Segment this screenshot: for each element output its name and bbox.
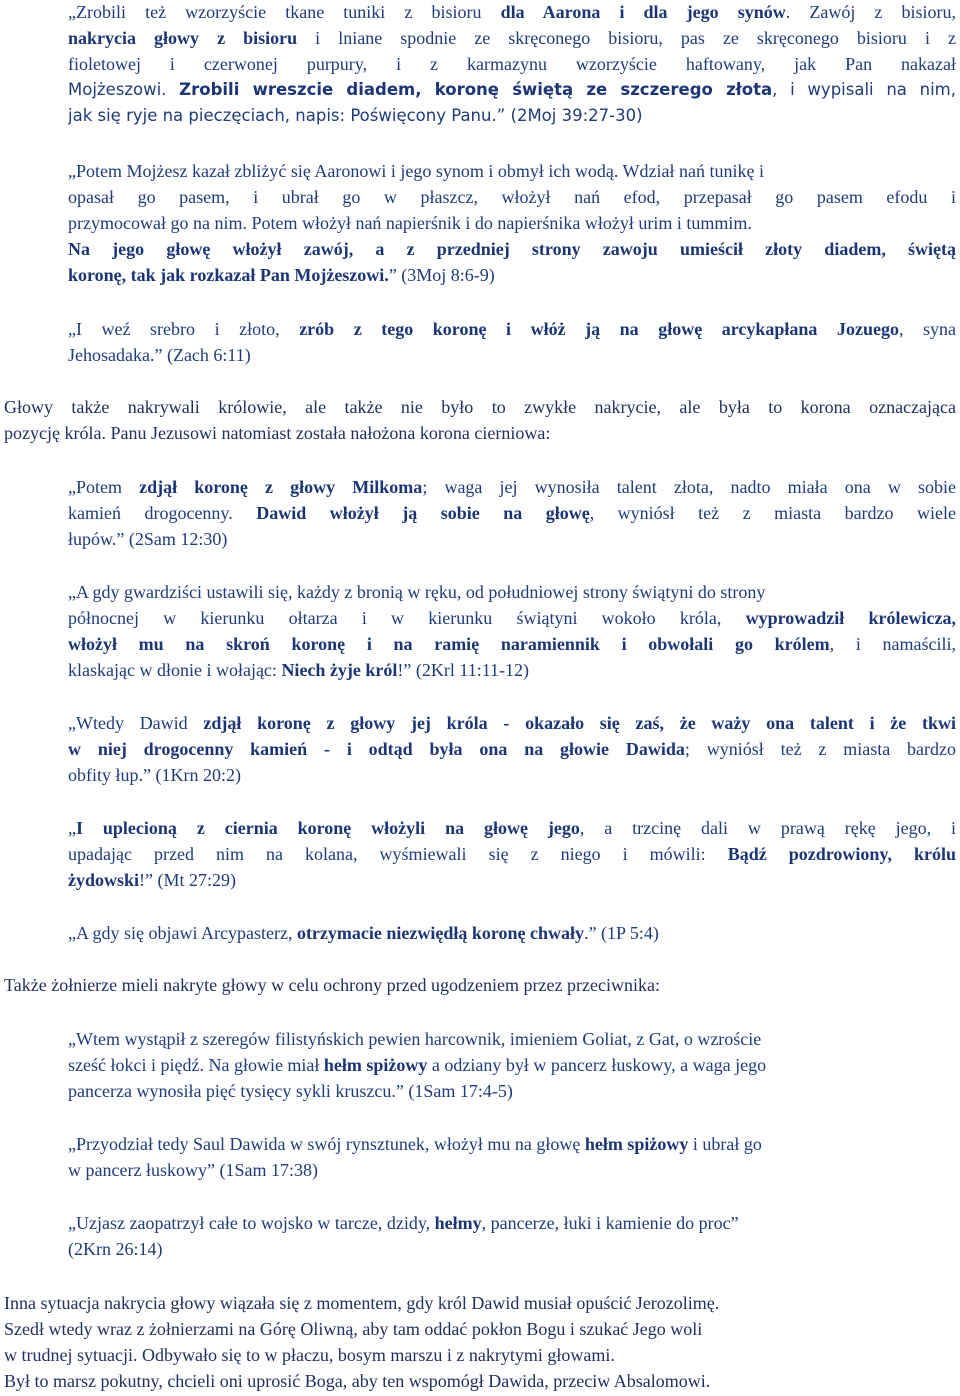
- text-run: „A gdy gwardziści ustawili się, każdy z bronią w ręku, od południowej strony świątyni do strony: [68, 582, 766, 602]
- bold-text: Dawid włożył ją sobie na głowę: [256, 503, 590, 523]
- text-run: opasał go pasem, i ubrał go w płaszcz, włożył nań efod, przepasał go pasem efodu i: [68, 187, 956, 207]
- text-line: [68, 528, 956, 550]
- text-run: !” (2Krl 11:11-12): [397, 660, 530, 680]
- text-run: , wyniósł też z miasta bardzo wiele: [589, 503, 956, 523]
- text-run: ; waga jej wynosiła talent złota, nadto miała ona w sobie: [422, 477, 956, 497]
- text-run: „Wtem wystąpił z szeregów filistyńskich pewien harcownik, imieniem Goliat, z Gat, o wzroście: [68, 1029, 762, 1049]
- text-run: , i namaścili,: [829, 634, 956, 654]
- text-line: [68, 212, 956, 234]
- text-line: [68, 712, 956, 734]
- text-line: [68, 581, 956, 603]
- text-run: „Potem: [68, 477, 140, 497]
- text-line: [68, 738, 956, 760]
- text-run: , a trzcinę dali w prawą rękę jego, i: [579, 818, 956, 838]
- text-run: i lniane spodnie ze skręconego bisioru, pas ze skręconego bisioru i z: [297, 28, 956, 48]
- text-line: [68, 607, 956, 629]
- text-run: i ubrał go: [688, 1134, 762, 1154]
- text-run: , i wypisali na nim,: [772, 80, 956, 99]
- bold-text: zdjął koronę z głowy jej króla - okazało się zaś, że waży ona talent i że tkwi: [203, 713, 956, 733]
- text-run: Szedł wtedy wraz z żołnierzami na Górę Oliwną, aby tam oddać pokłon Bogu i szukać Jego woli: [4, 1319, 703, 1339]
- bold-text: w niej drogocenny kamień - i odtąd była ona na głowie Dawida: [68, 739, 685, 759]
- text-run: Jehosadaka.” (Zach 6:11): [68, 345, 251, 365]
- text-line: [68, 160, 956, 182]
- bold-text: Na jego głowę włożył zawój, a z przedniej strony zawoju umieścił złoty diadem, świętą: [68, 239, 956, 259]
- text-line: [68, 1028, 956, 1050]
- text-run: Także żołnierze mieli nakryte głowy w celu ochrony przed ugodzeniem przez przeciwnika:: [4, 975, 660, 995]
- bold-text: włożył mu na skroń koronę i na ramię naramiennik i obwołali go królem: [68, 634, 830, 654]
- text-run: w pancerz łuskowy” (1Sam 17:38): [68, 1160, 318, 1180]
- text-line: [68, 1238, 956, 1260]
- text-line: [4, 1370, 956, 1392]
- text-line: [68, 1159, 956, 1181]
- bold-text: zrób z tego koronę i włóż ją na głowę arcykapłana Jozuego: [299, 319, 899, 339]
- bold-text: I uplecioną z ciernia koronę włożyli na głowę jego: [76, 818, 580, 838]
- text-line: [68, 318, 956, 340]
- text-run: łupów.” (2Sam 12:30): [68, 529, 228, 549]
- text-run: jak się ryje na pieczęciach, napis: Poświęcony Panu.” (2Moj 39:27-30): [68, 106, 643, 125]
- bold-text: hełmy: [434, 1213, 482, 1233]
- bold-text: Bądź pozdrowiony, królu: [727, 844, 956, 864]
- text-run: pozycję króla. Panu Jezusowi natomiast została nałożona korona cierniowa:: [4, 423, 551, 443]
- text-line: [68, 1054, 956, 1076]
- text-run: Mojżeszowi.: [68, 80, 180, 99]
- text-run: sześć łokci i piędź. Na głowie miał: [68, 1055, 324, 1075]
- text-run: kamień drogocenny.: [68, 503, 257, 523]
- bold-text: dla Aarona i dla jego synów: [500, 2, 786, 22]
- text-line: [68, 238, 956, 260]
- text-run: „Potem Mojżesz kazał zbliżyć się Aaronowi i jego synom i obmył ich wodą. Wdział nań tunikę i: [68, 161, 764, 181]
- text-run: „Uzjasz zaopatrzył całe to wojsko w tarcze, dzidy,: [68, 1213, 435, 1233]
- text-run: „: [68, 818, 76, 838]
- text-run: przymocował go na nim. Potem włożył nań napierśnik i do napierśnika włożył urim i tummim.: [68, 213, 752, 233]
- text-line: [68, 53, 956, 75]
- text-line: [4, 1344, 956, 1366]
- text-run: „Zrobili też wzorzyście tkane tuniki z bisioru: [68, 2, 501, 22]
- text-run: , syna: [898, 319, 956, 339]
- text-line: [68, 1133, 956, 1155]
- text-run: . Zawój z bisioru,: [785, 2, 956, 22]
- text-line: [68, 264, 956, 286]
- bold-text: żydowski: [68, 870, 140, 890]
- text-line: [68, 105, 956, 127]
- text-line: [4, 422, 956, 444]
- text-line: [68, 1, 956, 23]
- text-run: ” (3Moj 8:6-9): [388, 265, 495, 285]
- text-run: a odziany był w pancerz łuskowy, a waga jego: [427, 1055, 767, 1075]
- bold-text: Niech żyje król: [281, 660, 398, 680]
- text-run: Inna sytuacja nakrycia głowy wiązała się z momentem, gdy król Dawid musiał opuścić Jerozolimę.: [4, 1293, 720, 1313]
- text-run: !” (Mt 27:29): [139, 870, 236, 890]
- bold-text: nakrycia głowy z bisioru: [68, 28, 298, 48]
- text-run: północnej w kierunku ołtarza i w kierunku świątyni wokoło króla,: [68, 608, 746, 628]
- text-line: [68, 1212, 956, 1234]
- text-line: [68, 764, 956, 786]
- bold-text: Zrobili wreszcie diadem, koronę świętą ze szczerego złota: [179, 80, 773, 99]
- bold-text: otrzymacie niezwiędłą koronę chwały: [296, 923, 585, 943]
- text-line: [68, 633, 956, 655]
- text-run: „Wtedy Dawid: [68, 713, 204, 733]
- text-run: w trudnej sytuacji. Odbywało się to w płaczu, bosym marszu i z nakrytymi głowami.: [4, 1345, 615, 1365]
- text-run: obfity łup.” (1Krn 20:2): [68, 765, 241, 785]
- text-line: [68, 27, 956, 49]
- text-line: [68, 659, 956, 681]
- text-line: [68, 843, 956, 865]
- text-line: [68, 922, 956, 944]
- text-line: [68, 476, 956, 498]
- text-line: [68, 186, 956, 208]
- bold-text: wyprowadził królewicza,: [745, 608, 956, 628]
- text-run: klaskając w dłonie i wołając:: [68, 660, 282, 680]
- text-run: „Przyodział tedy Saul Dawida w swój rynsztunek, włożył mu na głowę: [68, 1134, 585, 1154]
- bold-text: koronę, tak jak rozkazał Pan Mojżeszowi.: [68, 265, 389, 285]
- bold-text: hełm spiżowy: [323, 1055, 428, 1075]
- text-run: Głowy także nakrywali królowie, ale także nie było to zwykłe nakrycie, ale była to korona oznaczająca: [4, 397, 956, 417]
- text-line: [68, 502, 956, 524]
- text-line: [4, 1318, 956, 1340]
- text-run: pancerza wynosiła pięć tysięcy sykli kruszcu.” (1Sam 17:4-5): [68, 1081, 513, 1101]
- text-line: [4, 974, 956, 996]
- text-line: [68, 1080, 956, 1102]
- text-run: (2Krn 26:14): [68, 1239, 163, 1259]
- bold-text: zdjął koronę z głowy Milkoma: [139, 477, 423, 497]
- text-line: [68, 79, 956, 101]
- text-run: Był to marsz pokutny, chcieli oni uprosić Boga, aby ten wspomógł Dawida, przeciw Absalomowi.: [4, 1371, 711, 1391]
- text-line: [4, 1292, 956, 1314]
- text-line: [4, 396, 956, 418]
- text-run: „A gdy się objawi Arcypasterz,: [68, 923, 297, 943]
- text-line: [68, 344, 956, 366]
- text-run: , pancerze, łuki i kamienie do proc”: [481, 1213, 739, 1233]
- text-run: .” (1P 5:4): [584, 923, 659, 943]
- text-run: fioletowej i czerwonej purpury, i z karmazynu wzorzyście haftowany, jak Pan nakazał: [68, 54, 956, 74]
- text-line: [68, 817, 956, 839]
- text-run: upadając przed nim na kolana, wyśmiewali się z niego i mówili:: [68, 844, 728, 864]
- text-run: ; wyniósł też z miasta bardzo: [684, 739, 956, 759]
- bold-text: hełm spiżowy: [584, 1134, 689, 1154]
- text-line: [68, 869, 956, 891]
- text-run: „I weź srebro i złoto,: [68, 319, 300, 339]
